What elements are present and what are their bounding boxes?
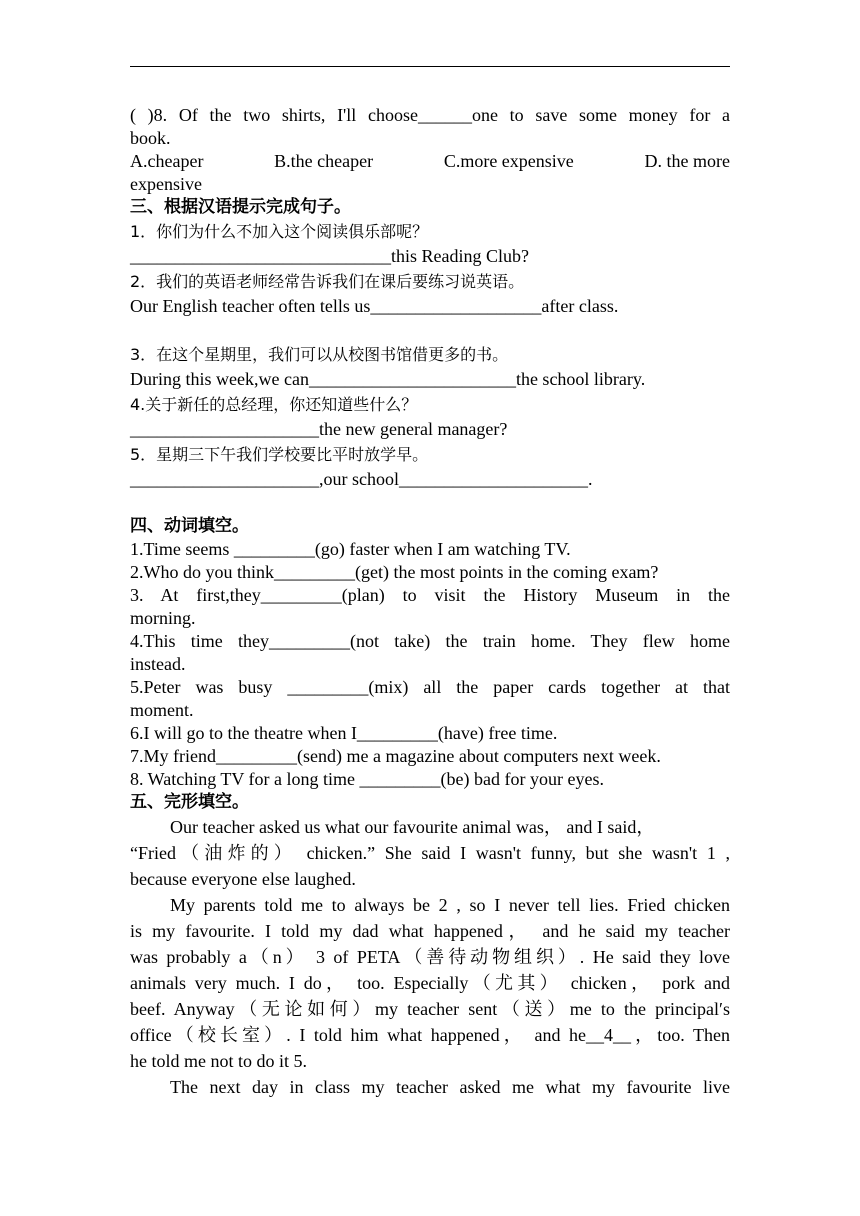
q8-line2: book. — [130, 128, 171, 148]
s3-item5-cn: 5．星期三下午我们学校要比平时放学早。 — [130, 445, 429, 464]
s3-item1-en: _____________________________this Reading Club? — [130, 246, 529, 266]
s4-line: 4.This time they_________(not take) the train home. They flew home — [130, 631, 730, 651]
header-rule — [130, 66, 730, 67]
s4-line: 1.Time seems _________(go) faster when I am watching TV. — [130, 539, 571, 559]
s4-line: moment. — [130, 700, 194, 720]
cloze-line: was probably a（n） 3 of PETA（善待动物组织）. He said they love — [130, 947, 730, 967]
s4-line: 2.Who do you think_________(get) the most points in the coming exam? — [130, 562, 659, 582]
s4-line: 6.I will go to the theatre when I_________(have) free time. — [130, 723, 558, 743]
q8-options — [130, 150, 730, 173]
section5-title: 五、完形填空。 — [130, 792, 249, 812]
s4-line: 5.Peter was busy _________(mix) all the paper cards together at that — [130, 677, 730, 697]
cloze-line: My parents told me to always be 2 , so I never tell lies. Fried chicken — [170, 895, 730, 915]
s3-item5-en: _____________________,our school_____________________. — [130, 469, 593, 489]
spacer — [130, 492, 730, 515]
s3-item1-cn: 1．你们为什么不加入这个阅读俱乐部呢？ — [130, 222, 429, 241]
s3-item2-cn: 2．我们的英语老师经常告诉我们在课后要练习说英语。 — [130, 272, 525, 291]
s4-line: 3. At first,they_________(plan) to visit the History Museum in the — [130, 585, 730, 605]
s3-item3-cn: 3．在这个星期里，我们可以从校图书馆借更多的书。 — [130, 345, 509, 364]
s3-item4-en: _____________________the new general manager? — [130, 419, 508, 439]
s4-line: morning. — [130, 608, 196, 628]
section3-title: 三、根据汉语提示完成句子。 — [130, 197, 351, 217]
q8-option-c: C.more expensive — [443, 151, 574, 171]
s4-line: instead. — [130, 654, 186, 674]
q8-option-a: A.cheaper — [130, 151, 204, 171]
cloze-line: because everyone else laughed. — [130, 869, 356, 889]
cloze-line: office（校长室）. I told him what happened， and he__4__，too. Then — [130, 1025, 730, 1045]
document-page — [130, 104, 730, 1100]
cloze-line: beef. Anyway（无论如何）my teacher sent（送）me to the principal′s — [130, 999, 730, 1019]
section4-title: 四、动词填空。 — [130, 516, 249, 536]
q8-line4: expensive — [130, 174, 202, 194]
q8-option-d: D. the more — [644, 151, 730, 171]
s3-item3-en: During this week,we can_______________________the school library. — [130, 369, 646, 389]
cloze-line: “Fried（油炸的） chicken.” She said I wasn't funny, but she wasn't 1 , — [130, 843, 730, 863]
cloze-line: he told me not to do it 5. — [130, 1051, 307, 1071]
s3-item2-en: Our English teacher often tells us___________________after class. — [130, 296, 619, 316]
s3-item4-cn: 4.关于新任的总经理，你还知道些什么？ — [130, 395, 418, 414]
cloze-paragraph-1 — [130, 814, 730, 892]
spacer — [130, 319, 730, 342]
s4-line: 7.My friend_________(send) me a magazine about computers next week. — [130, 746, 661, 766]
cloze-line: animals very much. I do， too. Especially（尤其） chicken， pork and — [130, 973, 730, 993]
s4-line: 8. Watching TV for a long time _________(be) bad for your eyes. — [130, 769, 604, 789]
cloze-line: The next day in class my teacher asked me what my favourite live — [170, 1077, 730, 1097]
cloze-paragraph-2 — [130, 892, 730, 1074]
q8-line1: ( )8. Of the two shirts, I'll choose______one to save some money for a — [130, 105, 730, 125]
cloze-line: is my favourite. I told my dad what happened， and he said my teacher — [130, 921, 730, 941]
q8-option-b: B.the cheaper — [274, 151, 374, 171]
cloze-line: Our teacher asked us what our favourite animal was， and I said， — [170, 817, 655, 837]
cloze-paragraph-3 — [130, 1074, 730, 1100]
